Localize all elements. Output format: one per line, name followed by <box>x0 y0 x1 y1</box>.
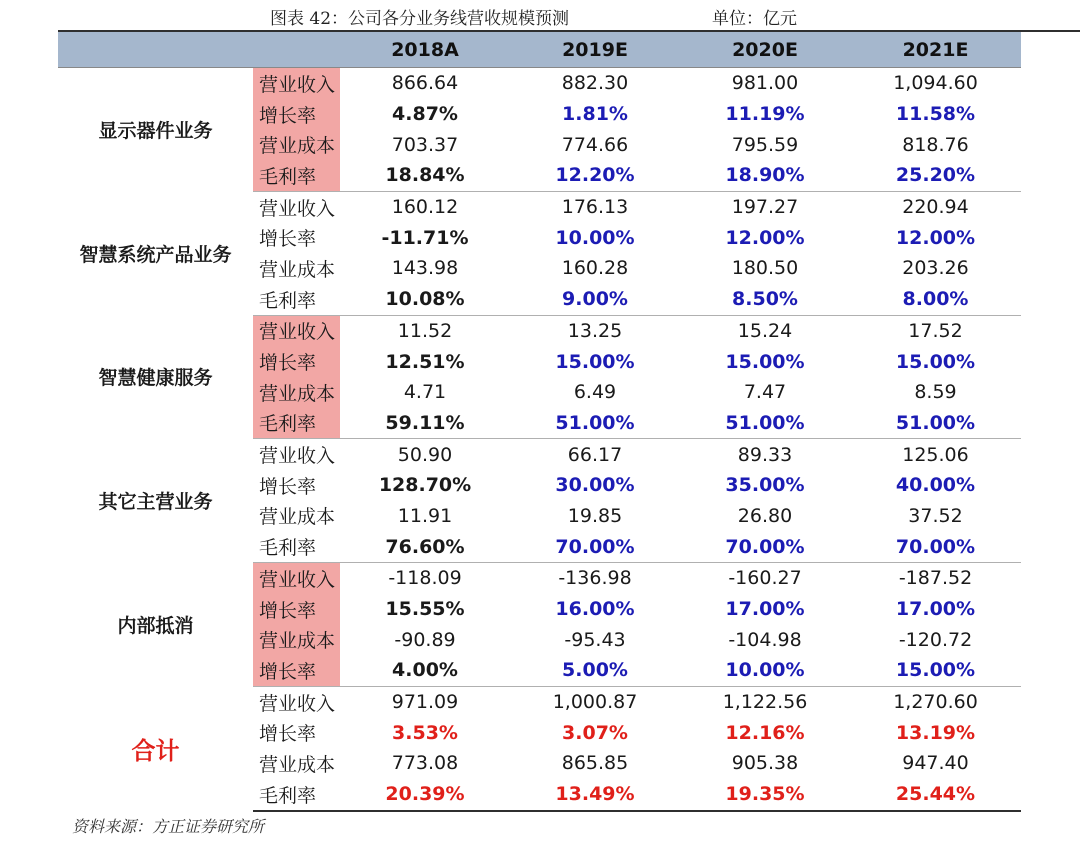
metric-label: 营业成本 <box>253 377 340 408</box>
value-cell: 160.12 <box>391 196 459 219</box>
value-cell: 30.00% <box>555 474 635 497</box>
value-cell: 10.00% <box>555 226 635 249</box>
value-cell: 220.94 <box>902 196 969 219</box>
metric-label: 毛利率 <box>253 160 340 191</box>
value-cell: 25.44% <box>850 779 1021 811</box>
segment-name: 智慧系统产品业务 <box>79 243 232 266</box>
value-cell: 3.07% <box>562 721 628 744</box>
value-cell: 70.00% <box>850 531 1021 562</box>
value-cell: 40.00% <box>895 474 976 497</box>
value-cell: 4.00% <box>340 655 510 686</box>
metric-label: 营业收入 <box>259 692 336 715</box>
value-cell: 4.87% <box>392 103 458 126</box>
metric-label: 增长率 <box>253 346 340 377</box>
value-cell: 70.00% <box>510 531 680 562</box>
value-cell: 865.85 <box>561 752 629 775</box>
value-cell: 176.13 <box>561 196 629 219</box>
value-cell: 4.71 <box>403 381 447 404</box>
metric-label: 增长率 <box>253 655 340 686</box>
table-caption <box>0 0 1080 30</box>
value-cell: -160.27 <box>728 567 802 590</box>
metric-label: 增长率 <box>259 475 317 498</box>
value-cell: 981.00 <box>731 72 799 95</box>
metric-label: 营业成本 <box>253 624 340 655</box>
header-2018a: 2018A <box>340 32 510 68</box>
value-cell: 1.81% <box>562 103 628 126</box>
value-cell: 9.00% <box>510 284 680 315</box>
value-cell: 1,094.60 <box>893 72 978 95</box>
value-cell: -187.52 <box>898 567 973 590</box>
table-row <box>58 68 1021 99</box>
segment-name: 智慧健康服务 <box>98 367 213 390</box>
value-cell: 1,000.87 <box>552 691 638 714</box>
value-cell: 5.00% <box>510 655 680 686</box>
value-cell: 12.16% <box>725 721 805 744</box>
metric-label: 增长率 <box>259 723 317 746</box>
table-row <box>58 563 1021 594</box>
value-cell: 8.50% <box>680 284 850 315</box>
value-cell: 15.00% <box>725 350 805 373</box>
value-cell: 15.00% <box>555 350 635 373</box>
value-cell: -120.72 <box>898 628 973 651</box>
metric-label: 增长率 <box>253 594 340 625</box>
value-cell: 11.19% <box>725 103 805 126</box>
value-cell: 51.00% <box>680 408 850 439</box>
header-metric <box>253 32 340 68</box>
value-cell: 12.20% <box>510 160 680 191</box>
value-cell: 11.91 <box>397 504 453 527</box>
value-cell: 197.27 <box>731 196 799 219</box>
value-cell: 59.11% <box>340 408 510 439</box>
value-cell: 180.50 <box>731 257 799 280</box>
value-cell: 17.00% <box>895 598 976 621</box>
header-row <box>58 32 1021 68</box>
table-row <box>58 315 1021 346</box>
metric-label: 营业成本 <box>259 753 336 776</box>
table-row <box>58 686 1021 717</box>
value-cell: 143.98 <box>391 257 459 280</box>
value-cell: 12.00% <box>725 226 805 249</box>
value-cell: 905.38 <box>731 752 799 775</box>
segment-name: 内部抵消 <box>117 614 194 637</box>
metric-label: 营业收入 <box>253 315 340 346</box>
value-cell: 19.35% <box>680 779 850 811</box>
segment-name: 显示器件业务 <box>98 120 213 143</box>
value-cell: 51.00% <box>510 408 680 439</box>
value-cell: 20.39% <box>340 779 510 811</box>
metric-label: 营业成本 <box>259 258 336 281</box>
header-2019e: 2019E <box>510 32 680 68</box>
value-cell: 128.70% <box>378 474 472 497</box>
metric-label: 增长率 <box>259 228 317 251</box>
metric-label: 增长率 <box>253 99 340 130</box>
value-cell: 1,270.60 <box>893 691 978 714</box>
metric-label: 毛利率 <box>253 531 340 562</box>
table-row <box>58 439 1021 470</box>
value-cell: 13.25 <box>567 319 623 342</box>
metric-label: 营业收入 <box>259 197 336 220</box>
value-cell: 3.53% <box>392 721 458 744</box>
value-cell: 203.26 <box>902 257 969 280</box>
metric-label: 营业成本 <box>259 506 336 529</box>
value-cell: 773.08 <box>391 752 459 775</box>
value-cell: 12.51% <box>385 350 465 373</box>
value-cell: 160.28 <box>561 257 629 280</box>
value-cell: 76.60% <box>340 531 510 562</box>
value-cell: -95.43 <box>564 628 626 651</box>
metric-label: 营业收入 <box>253 68 340 99</box>
value-cell: 7.47 <box>743 381 787 404</box>
value-cell: 89.33 <box>737 443 793 466</box>
metric-label: 毛利率 <box>253 284 340 315</box>
value-cell: 17.00% <box>725 598 805 621</box>
value-cell: 947.40 <box>902 752 969 775</box>
value-cell: 1,122.56 <box>722 691 808 714</box>
value-cell: 13.49% <box>510 779 680 811</box>
value-cell: 37.52 <box>908 504 963 527</box>
value-cell: 10.08% <box>340 284 510 315</box>
value-cell: 13.19% <box>895 721 976 744</box>
value-cell: 70.00% <box>680 531 850 562</box>
value-cell: 50.90 <box>397 443 453 466</box>
source-note: 资料来源：方正证券研究所 <box>72 817 265 836</box>
value-cell: 17.52 <box>908 319 963 342</box>
metric-label: 毛利率 <box>253 779 340 811</box>
value-cell: 18.90% <box>680 160 850 191</box>
value-cell: 882.30 <box>561 72 629 95</box>
value-cell: 8.59 <box>914 381 957 404</box>
header-2020e: 2020E <box>680 32 850 68</box>
value-cell: 10.00% <box>680 655 850 686</box>
value-cell: 818.76 <box>902 133 969 156</box>
value-cell: 774.66 <box>561 133 629 156</box>
value-cell: -136.98 <box>558 567 632 590</box>
value-cell: 51.00% <box>850 408 1021 439</box>
value-cell: 971.09 <box>391 691 459 714</box>
value-cell: 16.00% <box>555 598 635 621</box>
value-cell: 125.06 <box>902 443 969 466</box>
value-cell: -11.71% <box>381 226 469 249</box>
value-cell: 703.37 <box>391 133 459 156</box>
value-cell: -104.98 <box>728 628 802 651</box>
value-cell: 15.00% <box>850 655 1021 686</box>
segment-name: 其它主营业务 <box>98 491 213 514</box>
value-cell: 19.85 <box>567 504 623 527</box>
header-2021e: 2021E <box>850 32 1021 68</box>
value-cell: 12.00% <box>895 226 976 249</box>
metric-label: 毛利率 <box>253 408 340 439</box>
table-title: 图表 42：公司各分业务线营收规模预测 <box>270 9 570 29</box>
value-cell: 15.24 <box>737 319 793 342</box>
value-cell: 11.52 <box>397 319 453 342</box>
metric-label: 营业收入 <box>253 563 340 594</box>
value-cell: 35.00% <box>725 474 805 497</box>
value-cell: 795.59 <box>731 133 799 156</box>
value-cell: 11.58% <box>895 103 976 126</box>
segment-name: 合计 <box>131 736 180 765</box>
forecast-table <box>58 32 1021 812</box>
value-cell: 25.20% <box>850 160 1021 191</box>
metric-label: 营业收入 <box>259 445 336 468</box>
value-cell: 15.55% <box>385 598 465 621</box>
value-cell: 26.80 <box>737 504 793 527</box>
table-row <box>58 191 1021 222</box>
value-cell: 6.49 <box>573 381 617 404</box>
value-cell: 18.84% <box>340 160 510 191</box>
value-cell: -118.09 <box>388 567 462 590</box>
value-cell: -90.89 <box>394 628 456 651</box>
header-segment <box>58 32 253 68</box>
table-unit: 单位：亿元 <box>712 9 797 29</box>
value-cell: 8.00% <box>850 284 1021 315</box>
value-cell: 866.64 <box>391 72 459 95</box>
value-cell: 66.17 <box>567 443 623 466</box>
value-cell: 15.00% <box>895 350 976 373</box>
metric-label: 营业成本 <box>253 129 340 160</box>
